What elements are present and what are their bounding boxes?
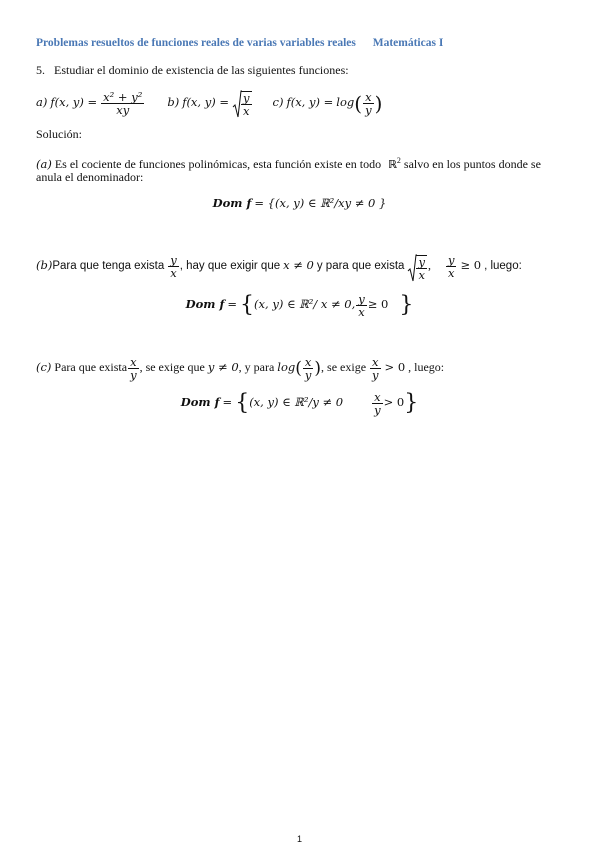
part-c-text1: Para que exista [54,360,128,374]
part-b-frac [168,254,179,279]
part-c-cond2-frac [370,356,381,381]
sqrt-b-num: y [243,90,250,105]
part-c-log-frac [303,356,314,381]
part-b-cond2-frac [446,254,457,279]
part-b-line: (b)Para que tenga exista $\frac{y}{x}$ , hay que exigir que x ≠ 0 y para que exista $\frac{y}{x}$ , $\frac{y}{x}$ ≥ 0 , luego: [36,248,522,282]
part-c-dom-frac-num: x [374,389,381,404]
label-c: c) [272,95,284,109]
part-c-frac [128,356,139,381]
sqrt-b-den: x [243,103,250,118]
part-b-dom-frac-den: x [358,304,365,319]
part-b-dom-tail: ≥ 0 [367,297,389,311]
part-a-dom-lhs: Dom f [212,196,252,210]
fraction-a [101,91,144,116]
problem-number: 5. [36,63,45,77]
part-c-dom-frac-den: y [374,402,381,417]
part-b-text4: , luego: [484,260,522,272]
part-c-frac-den: y [130,367,137,382]
page-header [36,37,443,49]
part-b-frac-den: x [170,265,177,280]
part-c-log-den: y [304,367,312,382]
part-c-text3: , y para [238,360,275,374]
part-b-dom-lhs: Dom f [185,297,225,311]
part-c-frac-num: x [130,354,137,369]
r-symbol: ℝ [388,158,397,171]
part-c-text4: , se exige [321,360,367,374]
label-b: b) [167,95,180,109]
page-number: 1 [296,834,302,844]
part-b-text1: Para que tenga exista [52,260,165,272]
part-a-label: (a) [36,157,52,171]
problem-statement [36,62,349,78]
part-a-domain [0,195,599,211]
sqrt-b [232,88,253,119]
part-c-text2: , se exige que [139,360,205,374]
header-title: Problemas resueltos de funciones reales de varias variables reales [36,37,356,49]
part-c-domain: Dom f = {(x, y) ∈ ℝ²/y ≠ 0 $\frac{x}{y}$ > 0} [180,389,419,417]
part-b-sqrt-num: y [418,254,425,269]
fxy-c: f(x, y) = [286,95,334,109]
fxy-b: f(x, y) = [182,95,230,109]
fraction-c-den: y [365,102,372,117]
part-c-dom-lhs: Dom f [180,395,220,409]
part-b-text3: y para que exista [316,260,405,272]
part-a-text1: Es el cociente de funciones polinómicas, esta función existe en todo [54,157,382,171]
part-b-cond2-den: x [447,265,455,280]
part-b-cond1: x ≠ 0 [283,258,314,272]
part-c-cond1: y ≠ 0 [207,360,239,374]
part-b-sqrt [407,249,428,283]
part-b-dom-frac-num: y [358,291,365,306]
label-a: a) [36,95,48,109]
fraction-a-num: x² + y² [103,89,143,104]
part-b-domain: Dom f = {(x, y) ∈ ℝ²/ x ≠ 0, $\frac{y}{x}$ ≥ 0 } [185,291,414,319]
part-b-frac-num: y [170,252,177,267]
part-c-dom-tail: > 0 [383,395,405,409]
part-c-log-num: x [304,354,312,369]
part-c-line: (c) Para que exista $\frac{x}{y}$ , se exige que y ≠ 0, y para log( $\frac{x}{y}$ ), se exige $\frac{x}{y}$ > 0 , luego: [36,354,445,382]
part-a-text2: salvo en los puntos donde se [403,157,541,171]
solution-label: Solución: [36,127,83,141]
part-b-label: (b) [36,258,53,272]
part-c-cond2-tail: > 0 [384,360,406,374]
fraction-c-num: x [365,89,372,104]
part-c-text5: , luego: [408,360,445,374]
header-subject: Matemáticas I [372,37,444,49]
r-exponent: 2 [396,156,401,165]
part-b-text2: , hay que exigir que [179,260,281,272]
part-c-cond2-num: x [372,354,379,369]
part-a-text3: anula el denominador: [36,170,144,184]
fxy-a: f(x, y) = [50,95,98,109]
part-b-dom-mid: (x, y) ∈ ℝ²/ x ≠ 0, [254,297,356,311]
part-b-cond2-num: y [447,252,455,267]
part-b-dom-frac [356,293,367,318]
part-c-label: (c) [36,360,52,374]
part-b-sqrt-den: x [418,267,425,282]
fraction-a-den: xy [116,102,130,117]
part-c-cond2-den: y [372,367,379,382]
functions-line: a) f(x, y) = $\frac{\text{x² + y²}}{xy}$ b) f(x, y) = $\frac{y}{x}$ c) f(x, y) = log( $\frac{x}{y}$ ) [36,87,382,117]
fraction-c [363,91,374,116]
log-c: log [336,95,355,109]
part-b-cond2-tail: ≥ 0 [460,258,482,272]
part-c-log: log [277,360,296,374]
part-a-dom-rhs: = {(x, y) ∈ ℝ²/xy ≠ 0 } [254,196,387,210]
part-c-dom-frac [372,391,383,416]
part-c-dom-mid: (x, y) ∈ ℝ²/y ≠ 0 [249,395,344,409]
problem-text: Estudiar el dominio de existencia de las siguientes funciones: [54,63,349,77]
